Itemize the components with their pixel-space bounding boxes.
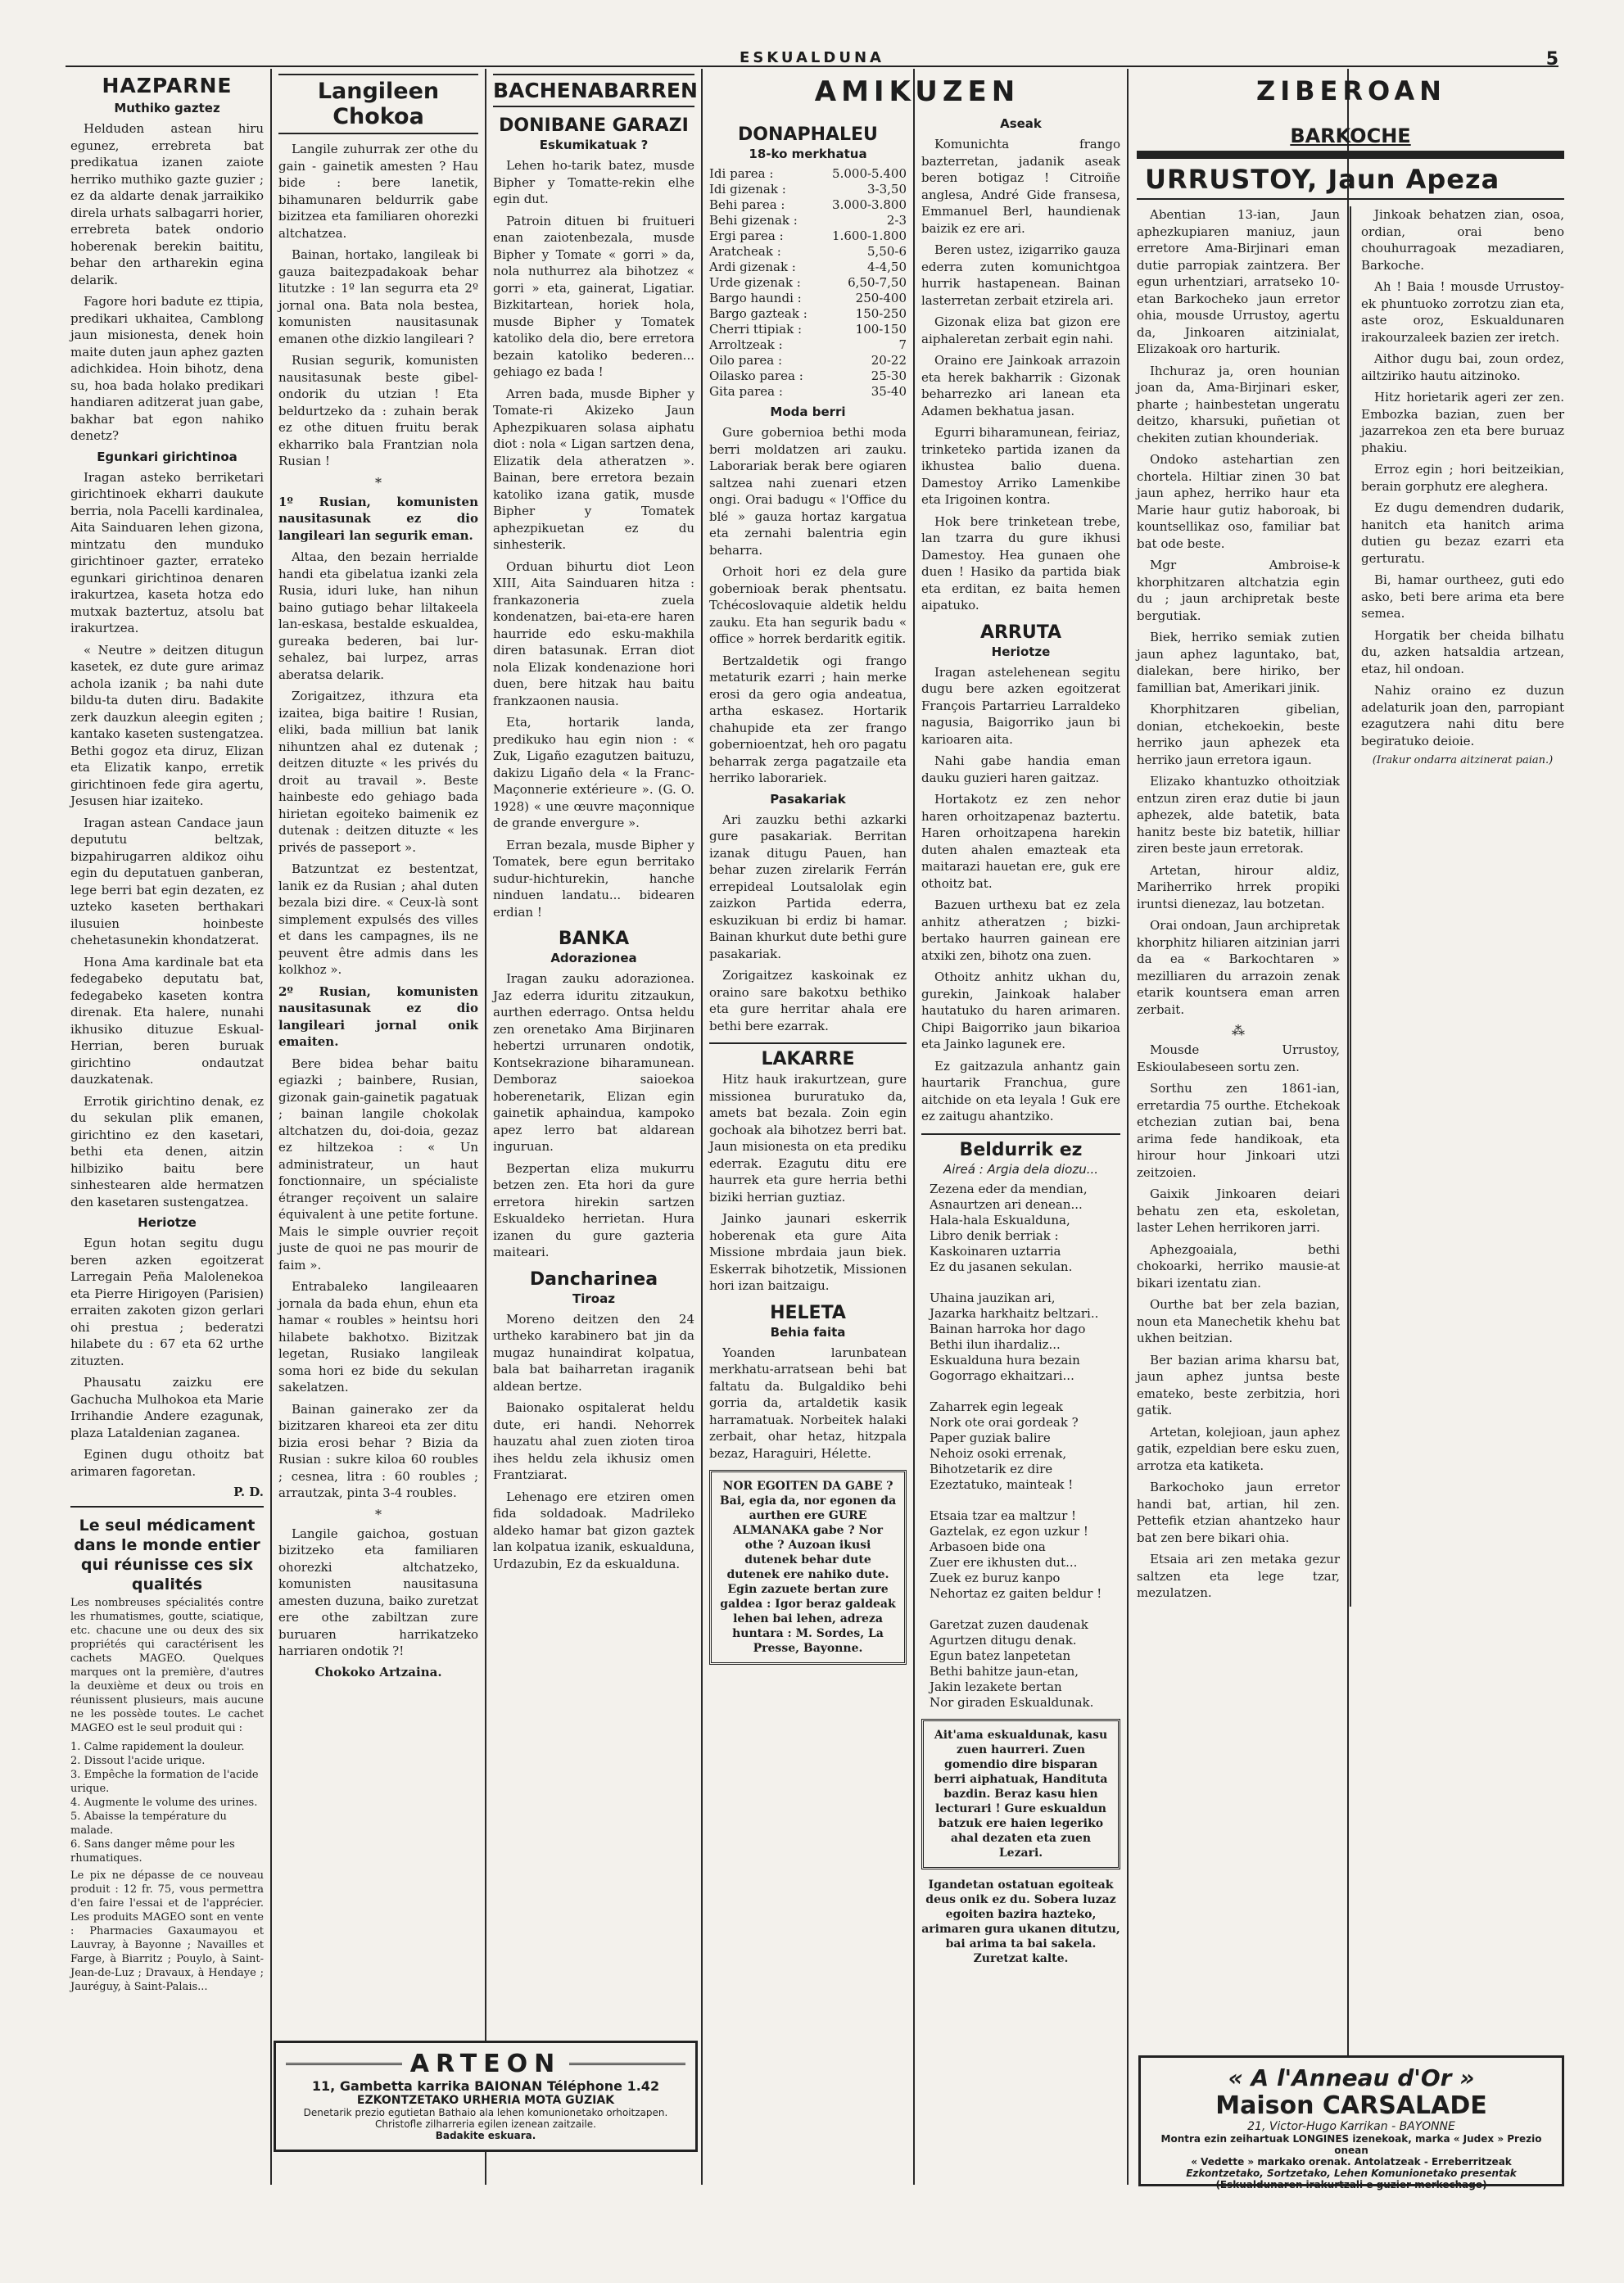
price-row xyxy=(709,213,907,228)
paragraph: Iragan asteko berriketari girichtinoek ekharri daukute berria, nola Pacelli kardinalea, Aita Sainduaren lehen gizona, mintzatu den munduko girichtinoer gazter, errateko egunkari girichtinoa denaren irakurtzea, kaseta hotza edo mutxak baztertuz, atsolu bat irakurtzea. xyxy=(70,469,264,635)
poem-line: Uhaina jauzikan ari, xyxy=(930,1290,1056,1305)
poem-line xyxy=(921,1275,1120,1291)
paragraph: Lehen ho-tarik batez, musde Bipher y Tomatte-rekin elhe egin dut. xyxy=(493,158,694,206)
paragraph: Moreno deitzen den 24 urtheko karabinero bat jin da mugaz hunaindirat kolpatua, bala bat baiharretan iraganik aldean bertze. xyxy=(493,1311,694,1394)
paragraph: Batzuntzat ez bestentzat, lanik ez da Rusian ; ahal duten bezala bizi dire. « Ceux-là sont simplement expulsés des villes et dans les campagnes, ils ne peuvent être admis dans les kolkhoz ». xyxy=(278,861,478,977)
paragraph: Egun hotan segitu dugu beren azken egoitzerat Larregain Peña Malolenekoa eta Pierre Hirigoyen (Parisien) erraiten zakoten gizon gerlari ohi prestua ; bederatzi hilabete du : 67 eta 62 urthe zituzten. xyxy=(70,1236,264,1368)
poem-line xyxy=(921,1602,1120,1617)
poem-line: Agurtzen ditugu denak. xyxy=(930,1632,1077,1648)
price-row xyxy=(709,182,907,197)
paragraph: Komunichta frango bazterretan, jadanik aseak beren botigaz ! Citroiñe anglesa, André Gide fransesa, Emmanuel Berl, haundienak baizik ez ere ari. xyxy=(921,137,1120,236)
paragraph: Aithor dugu bai, zoun ordez, ailtziriko hautu aitzinoko. xyxy=(1361,351,1564,383)
column-donaphaleu xyxy=(704,116,912,2177)
price-label: Idi parea : xyxy=(709,166,774,181)
paragraph: Orduan bihurtu diot Leon XIII, Aita Sainduaren hitza : frankazoneria zuela kondenatzen, bai-eta-ere haren haurride edo esku-makhila diren batasunak. Erran diot nola Elizak kondenazione hori duen, bere hitzak hau baitu frankzaonen nausia. xyxy=(493,558,694,708)
ad-line: « Vedette » markako orenak. Antolatzeak - Erreberritzeak xyxy=(1191,2156,1512,2168)
column-rule xyxy=(701,69,703,2185)
article-title: HELETA xyxy=(770,1302,846,1323)
paragraph: Ondoko astehartian zen chortela. Hiltiar zinen 30 bat jaun aphez, herriko haur eta Marie haur gutiz haboroak, bi kountsellikaz oso, familiar bat bat ode beste. xyxy=(1137,452,1340,551)
poem-line: Zaharrek egin legeak xyxy=(930,1399,1063,1414)
article-subtitle: Muthiko gaztez xyxy=(114,101,220,115)
article-subtitle: Aseak xyxy=(1000,116,1042,131)
paragraph: Jinkoak behatzen zian, osoa, ordian, orai beno chouhurragoak mezadiaren, Barkoche. xyxy=(1361,207,1564,273)
price-value: 5,50-6 xyxy=(866,244,907,259)
article-title: BANKA xyxy=(558,929,630,949)
poem-line: Libro denik berriak : xyxy=(930,1227,1059,1243)
paragraph: Bere bidea behar baitu egiazki ; bainbere, Rusian, gizonak gain-gainetik pagatuak ; bainan langile chokolak altchatzen du, doi-doia, gezaz ez hiltzekoa : « Un administrateur, un haut fonctionnaire, un spécialiste étranger reçoivent un salaire équivalent à une petite fortune. Mais le simple ouvrier reçoit juste de quoi ne pas mourir de faim ». xyxy=(278,1056,478,1273)
market-price-table xyxy=(709,166,907,400)
separator-stars: * xyxy=(375,1506,382,1522)
ad-title: « A l'Anneau d'Or » xyxy=(1228,2064,1475,2091)
price-value: 1.600-1.800 xyxy=(832,228,907,243)
paragraph: Hona Ama kardinale bat eta fedegabeko deputatu bat, fedegabeko kaseten kontra direnak. Eta halere, nunahi ikhusiko dituzue Eskual-Herrian, beren buruak girichtino ondautzat dauzkatenak. xyxy=(70,954,264,1087)
paragraph: Sorthu zen 1861-ian, erretardia 75 ourthe. Etchekoak etchezian zutian bai, bena arima fede handikoak, eta hirour hour Jinkoari utzi zeitzoien. xyxy=(1137,1081,1340,1180)
paragraph: Arren bada, musde Bipher y Tomate-ri Akizeko Jaun Aphezpikuaren solasa aiphatu diot : nola « Ligan sartzen dena, Elizatik dela atheratzen ». Bainan, bere erretora bezain katoliko izana gatik, musde Bipher y Tomatek aphezpikuetan ez du sinhesterik. xyxy=(493,386,694,552)
ad-line: (Eskualdunaren irakurtzali e guzier merkechago) xyxy=(1215,2179,1487,2190)
poem-line: Bainan harroka hor dago xyxy=(930,1321,1086,1336)
price-row xyxy=(709,368,907,384)
poem-line: Ezeztatuko, mainteak ! xyxy=(930,1476,1074,1492)
price-row xyxy=(709,260,907,275)
poem-line: Arbasoen bide ona xyxy=(930,1539,1046,1554)
paragraph: Ihchuraz ja, oren hounian joan da, Ama-Birjinari esker, pharte ; hainbestetan ungeratu deitzo, kharsuki, puñetian ot chekiten zutian khounderiak. xyxy=(1137,363,1340,445)
section-heading: 2º Rusian, komunisten nausitasunak ez dio langileari jornal onik emaiten. xyxy=(278,983,478,1049)
headline: URRUSTOY, Jaun Apeza xyxy=(1145,164,1500,195)
paragraph: Ah ! Baia ! mousde Urrustoy-ek phuntuoko zorrotzu zian eta, aste oroz, Eskualdunaren irakourzaleek bazien zer iretch. xyxy=(1361,279,1564,345)
ad-carsalade xyxy=(1138,2055,1564,2190)
ad-address: 21, Victor-Hugo Karrikan - BAYONNE xyxy=(1247,2120,1455,2133)
poem-line xyxy=(921,1493,1120,1508)
ad-address: 11, Gambetta karrika BAIONAN Téléphone 1.42 xyxy=(311,2078,660,2094)
ad-footer: Le pix ne dépasse de ce nouveau produit : 12 fr. 75, vous permettra d'en faire l'essai et de l'apprécier. Les produits MAGEO sont en vente : Pharmacies Gaxaumayou et Lauvray, à Bayonne ; Navailles et Farge, à Biarritz ; Pouylo, à Saint-Jean-de-Luz ; Dravaux, à Hendaye ; Jauréguy, à Saint-Palais... xyxy=(70,1869,264,1993)
poem-line: Asnaurtzen ari denean... xyxy=(930,1196,1083,1212)
paragraph: Mgr Ambroise-k khorphitzaren altchatzia egin du ; jaun archipretak beste bergutiak. xyxy=(1137,558,1340,623)
price-value: 100-150 xyxy=(855,322,907,337)
article-subtitle: 18-ko merkhatua xyxy=(749,147,867,161)
paragraph: Gure gobernioa bethi moda berri moldatzen ari zauku. Laborariak berak bere ogiaren saltzea nahi zuenari etzen ongi. Orai badugu « l'Office du blé » gauza hortaz kargatua eta zernahi balentria egin beharra. xyxy=(709,425,907,558)
price-value: 7 xyxy=(898,337,907,352)
poem-line: Bethi bahitze jaun-etan, xyxy=(930,1663,1079,1679)
paragraph: Lehenago ere etziren omen fida soldadoak. Madrileko aldeko hamar bat gizon gaztek lan kolpatua izanik, eskualduna, Urdazubin, Ez da eskualduna. xyxy=(493,1489,694,1571)
poem-line: Gaztelak, ez egon uzkur ! xyxy=(930,1523,1088,1539)
page-number: 5 xyxy=(1545,49,1558,70)
poem-line: Jakin lezakete bertan xyxy=(930,1679,1062,1694)
paragraph: Mousde Urrustoy, Eskioulabeseen sortu zen. xyxy=(1137,1042,1340,1074)
paragraph: Langile zuhurrak zer othe du gain - gainetik amesten ? Hau bide : bere lanetik, bihamunaren beldurrik gabe bizitzea eta familiaren ohorezki altchatzea. xyxy=(278,142,478,241)
poem-line: Garetzat zuzen daudenak xyxy=(930,1616,1088,1632)
price-label: Aratcheak : xyxy=(709,244,781,259)
paragraph: Egurri biharamunean, feiriaz, trinketeko partida izanen da ikhustea balio duena. Damestoy Arriko Lamenkibe eta Irigoinen kontra. xyxy=(921,425,1120,507)
ad-line: Denetarik prezio egutietan Bathaio ala lehen komunionetako orhoitzapen. xyxy=(303,2107,668,2118)
paragraph: « Neutre » deitzen ditugun kasetek, ez dute gure arimaz achola izanik ; ba nahi dute bildu-ta duten diru. Badakite zerk dauzkun aleegin egiten ; kantako kaseten sustengatzea. Bethi gogoz eta diruz, Elizan eta Elizatik kanpo, erretik girichtinoen fede gira agertu, Jesusen hiar izaiteko. xyxy=(70,642,264,808)
article-subtitle: Heriotze xyxy=(991,644,1051,659)
article-title: Dancharinea xyxy=(529,1268,658,1290)
paragraph: Erran bezala, musde Bipher y Tomatek, bere egun berritako sudur-hichturekin, hanche ninduen landatu... bidearen erdian ! xyxy=(493,837,694,920)
paragraph: Zorigaitzez kaskoinak ez oraino sare bakotxu bethiko eta gure herritar ahala ere bethi bere ezarrak. xyxy=(709,968,907,1033)
price-row xyxy=(709,322,907,337)
section-heading: 1º Rusian, komunisten nausitasunak ez dio langileari lan segurik eman. xyxy=(278,494,478,543)
poem-line: Hala-hala Eskualduna, xyxy=(930,1212,1070,1227)
paragraph: Barkochoko jaun erretor handi bat, artian, hil zen. Pettefik etzian ahantzeko haur bat zen bere bikari ohia. xyxy=(1137,1480,1340,1545)
paragraph: Iragan astelehenean segitu dugu bere azken egoitzerat François Partarrieu Larraldeko nagusia, Baigorriko jaun bi karioaren aita. xyxy=(921,664,1120,747)
article-title: ARRUTA xyxy=(979,622,1062,643)
price-value: 20-22 xyxy=(871,353,907,368)
article-subtitle: Adorazionea xyxy=(550,951,637,965)
column-rule xyxy=(270,69,272,2185)
price-row xyxy=(709,337,907,353)
divider xyxy=(70,1506,264,1508)
paragraph: Ez dugu demendren dudarik, hanitch eta hanitch arima dutien gu bezaz ezarri eta gerturatu. xyxy=(1361,500,1564,566)
paragraph: Hitz horietarik ageri zer zen. Embozka bazian, zuen ber jazarrekoa zen eta bere buruaz phakiu. xyxy=(1361,390,1564,455)
price-row xyxy=(709,384,907,400)
paragraph: Bazuen urthexu bat ez zela anhitz atheratzen ; bizki-bertako haurren gainean ere atxiki zen, bihotz ona zuen. xyxy=(921,897,1120,963)
paragraph: Othoitz anhitz ukhan du, gurekin, Jainkoak halaber hautatuko du haren arimaren. Chipi Baigorriko jaun bikarioa eta Jainko lagunek ere. xyxy=(921,970,1120,1051)
price-row xyxy=(709,306,907,322)
column-rule xyxy=(485,69,486,2185)
paragraph: Ber bazian arima kharsu bat, jaun aphez juntsa beste emateko, beste zerbitzia, hori gatik. xyxy=(1137,1352,1340,1417)
article-subtitle: Moda berri xyxy=(770,405,846,419)
ad-list-item: 2. Dissout l'acide urique. xyxy=(70,1755,206,1767)
article-title: DONAPHALEU xyxy=(738,124,878,145)
paragraph: Hitz hauk irakurtzean, gure missionea bururatuko da, amets bat bezala. Zoin egin gochoak ala bihotzez berri bat. Jaun misionesta on eta prediku ederrak. Ezagutu ditu ere haurrek eta gure herria bethi biziki herrian guztiaz. xyxy=(709,1072,907,1205)
paragraph: Jainko jaunari eskerrik hoberenak eta gure Aita Missione mbrdaia jaun biek. Eskerrak bihotzetik, Missionen hori izan baitzaigu. xyxy=(709,1211,907,1293)
poem-line: Gogorrago ekhaitzari... xyxy=(930,1368,1074,1383)
price-value: 2-3 xyxy=(886,213,907,228)
price-value: 4-4,50 xyxy=(866,260,907,274)
ad-list-item: 1. Calme rapidement la douleur. xyxy=(70,1741,245,1753)
paragraph: Hortakotz ez zen nehor haren orhoitzapenaz baztertu. Haren orhoitzapena harekin duten ahalen emazteak eta maitarazi hauetan ere, guk ere othoitz bat. xyxy=(921,792,1120,891)
paragraph: Orai ondoan, Jaun archipretak khorphitz hiliaren aitzinian jarri da ea « Barkochtaren » mezilliaren du arrazoin zenak etarik kountsera eman arren zerbait. xyxy=(1137,918,1340,1017)
ad-line: Montra ezin zeihartuak LONGINES izenekoak, marka « Judex » Prezio onean xyxy=(1160,2133,1542,2156)
poem-line: Jazarka harkhaitz beltzari.. xyxy=(930,1305,1099,1321)
article-title: HAZPARNE xyxy=(102,74,233,97)
column-langileen xyxy=(274,70,483,2013)
price-value: 150-250 xyxy=(855,306,907,321)
paragraph: Beren ustez, izigarriko gauza ederra zuten komunichtgoa hurrik hastapenean. Bainan lasterretan zerbait etzirela ari. xyxy=(921,242,1120,308)
article-subtitle: Eskumikatuak ? xyxy=(539,138,649,152)
paragraph: Oraino ere Jainkoak arrazoin eta herek bakharrik : Gizonak beharrezko ari lanean eta Adamen bekhatua jasan. xyxy=(921,353,1120,418)
paragraph: Artetan, hirour aldiz, Mariherriko hrrek propiki iruntsi dienezaz, lau botzetan. xyxy=(1137,862,1340,911)
article-subtitle: Behia faita xyxy=(770,1324,846,1340)
article-title: Beldurrik ez xyxy=(921,1133,1120,1160)
paragraph: Bi, hamar ourtheez, guti edo asko, beti bere arima eta bere semea. xyxy=(1361,572,1564,621)
poem-line: Ez du jasanen sekulan. xyxy=(930,1259,1073,1274)
paragraph: Errotik girichtino denak, ez du sekulan plik emanen, girichtino ez den kasetari, bethi eta denen, aitzin hilbiziko baitu bere sinhestearen alde hermatzen den kasetaren sustengatzea. xyxy=(70,1093,264,1209)
almanac-notice: NOR EGOITEN DA GABE ? Bai, egia da, nor egonen da aurthen ere GURE ALMANAKA gabe ? Nor othe ? Auzoan ikusi dutenek behar dute dutenek ere nahiko dute. Egin zazuete bertan zure galdea : Igor beraz galdeak lehen bai lehen, adreza huntara : M. Sordes, La Presse, Bayonne. xyxy=(709,1470,907,1665)
section-masthead-ziberoan: ZIBEROAN xyxy=(1256,75,1446,106)
poem-line: Bihotzetarik ez dire xyxy=(930,1461,1053,1476)
paragraph: Khorphitzaren gibelian, donian, etchekoekin, beste herriko jaun aphezek eta herriko jaun erretora igaun. xyxy=(1137,702,1340,767)
paragraph: Aphezgoaiala, bethi chokoarki, herriko mausie-at bikari izentatu zian. xyxy=(1137,1241,1340,1291)
price-row xyxy=(709,291,907,306)
price-row xyxy=(709,228,907,244)
paragraph: Orhoit hori ez dela gure gobernioak berak phentsatu. Tchécoslovaquie aldetik heldu zauku. Eta han segurik badu « office » horrek berdaritk egitik. xyxy=(709,564,907,646)
paragraph: Artetan, kolejioan, jaun aphez gatik, ezpeldian bere esku zuen, arrotza eta katiketa. xyxy=(1137,1424,1340,1473)
poem-line: Etsaia tzar ea maltzur ! xyxy=(930,1508,1077,1523)
section-masthead-amikuzen: AMIKUZEN xyxy=(814,75,1020,108)
price-label: Oilo parea : xyxy=(709,353,783,368)
article-title: LAKARRE xyxy=(709,1042,907,1069)
paragraph: Nahiz oraino ez duzun adelaturik joan den, parropiant ezagutzera nahi ditu bere begiratuko deioie. xyxy=(1361,683,1564,748)
paragraph: Phausatu zaizku ere Gachucha Mulhokoa eta Marie Irrihandie Andere ezagunak, plaza Lataldenian zaganea. xyxy=(70,1375,264,1440)
paragraph: Elizako khantuzko othoitziak entzun ziren eraz dutie bi jaun aphezek, alde batetik, bata hanitz beste biz batetik, hilliar ziren beste jaun erretorak. xyxy=(1137,774,1340,856)
separator-stars: ⁂ xyxy=(1232,1023,1245,1038)
article-subtitle: Egunkari girichtinoa xyxy=(97,449,237,464)
poem-line: Zuek ez buruz kanpo xyxy=(930,1570,1061,1585)
paragraph: Iragan zauku adorazionea. Jaz ederra iduritu zitzaukun, aurthen ederrago. Ontsa heldu zen orenetako Ama Birjinaren hebertzi urrunaren ondotik, Kontsekrazione biharamunean. Demboraz saioekoa hoberenetarik, Elizan egin gainetik aphaindua, kampoko apez lerro bat aldarean inguruan. xyxy=(493,971,694,1154)
paragraph: Fagore hori badute ez ttipia, predikari ukhaitea, Camblong jaun misionesta, denek hoin maite duten jaun aphez gazten adichkidea. Hoin bihotz, dena su, hoa bada holako predikari handiaren aditzerat juan gabe, bakhar bat egon nahiko denetz? xyxy=(70,294,264,443)
price-label: Arroltzeak : xyxy=(709,337,783,352)
article-title: DONIBANE GARAZI xyxy=(499,115,689,136)
paragraph: Altaa, den bezain herrialde handi eta gibelatua izanki zela Rusia, iduri luke, han nihun baino gutiago behar liltakeela lan-eskasa, bestalde eskualdea, gureaka bederen, bai lur-sehalez, bai lurpez, arras aberatsa delarik. xyxy=(278,549,478,682)
price-label: Ardi gizenak : xyxy=(709,260,796,274)
column-ziberoan xyxy=(1132,116,1569,2037)
paragraph: Bezpertan eliza mukurru betzen zen. Eta hori da gure erretora hirekin sartzen Eskualdeko herrietan. Hura izanen du gure gazteria maiteari. xyxy=(493,1160,694,1259)
price-label: Behi gizenak : xyxy=(709,213,798,228)
poem-line: Nehoiz osoki errenak, xyxy=(930,1445,1067,1461)
article-subtitle: Tiroaz xyxy=(572,1291,615,1306)
paragraph: Patroin dituen bi fruitueri enan zaiotenbezala, musde Bipher y Tomate « gorri » da, nola nuthurrez ala bihotzez « gorri » eta, gainerat, Ligatiar. Bizkitartean, horiek hola, musde Bipher y Tomatek katoliko dela dio, bere erretora bezain katoliko bederen... gehiago ez bada ! xyxy=(493,213,694,379)
ad-line: Badakite eskuara. xyxy=(435,2130,536,2141)
column-amikuzen-2 xyxy=(916,116,1125,2177)
paragraph: Ari zauzku bethi azkarki gure pasakariak. Berritan izanak ditugu Pauen, han behar zuzen zirelarik Ferrán errepideal Loutsalolak egin zaizkon Partida ederra, eskuzikuan bi erdiz bi hamar. Bainan khurkut dute bethi gure pasakariak. xyxy=(709,811,907,961)
paragraph: Eginen dugu othoitz bat arimaren fagoretan. xyxy=(70,1447,264,1479)
price-value: 25-30 xyxy=(871,368,907,383)
price-value: 3.000-3.800 xyxy=(832,197,907,212)
poem-tune: Aireá : Argia dela diozu... xyxy=(943,1161,1099,1177)
paragraph: Baionako ospitalerat heldu dute, eri handi. Nehorrek hauzatu ahal zuen zioten tiroa ihes heldu zela ikhusiz omen Frantziarat. xyxy=(493,1400,694,1482)
paragraph: Zorigaitzez, ithzura eta izaitea, biga baitire ! Rusian, eliki, bada milliun bat lanik nihuntzen ahal ez dutenak ; deitzen dituzte « les privés du droit au travail ». Beste hainbeste edo gehiago bada hirietan egoiteko baimenik ez dutenak : deitzen dituzte « les privés de passeport ». xyxy=(278,689,478,855)
paragraph: Gizonak eliza bat gizon ere aiphaleretan zerbait egin nahi. xyxy=(921,314,1120,346)
ad-list-item: 3. Empêche la formation de l'acide urique. xyxy=(70,1769,259,1795)
poem-line: Paper guziak balire xyxy=(930,1430,1051,1445)
price-label: Idi gizenak : xyxy=(709,182,786,197)
paragraph: Entrabaleko langileaaren jornala da bada ehun, ehun eta hamar « roubles » heintsu hori hilabete bakhotxo. Bizitzak legetan, Rusiako langileak soma hori ez bide du sekulan sakelatzen. xyxy=(278,1279,478,1395)
paragraph: Gaixik Jinkoaren deiari behatu zen eta, eskoletan, laster Lehen herrikoren jarri. xyxy=(1137,1187,1340,1235)
ad-line: Ezkontzetako, Sortzetako, Lehen Komunionetako presentak xyxy=(1186,2168,1517,2179)
poem-line: Zezena eder da mendian, xyxy=(930,1181,1088,1196)
paragraph: Erroz egin ; hori beitzeikian, berain gorphutz ere aleghera. xyxy=(1361,462,1564,494)
paragraph: Yoanden larunbatean merkhatu-arratsean behi bat faltatu da. Bulgaldiko behi gorria da, artaldetik kasik harramatuak. Norbeitek halaki zerbait, ohar hetaz, hitzpala bezaz, Haraguiri, Hélette. xyxy=(709,1345,907,1461)
column-rule xyxy=(913,69,915,2185)
paragraph: Ourthe bat ber zela bazian, noun eta Manechetik khehu bat ukhen beitzian. xyxy=(1137,1297,1340,1345)
column-rule xyxy=(1127,69,1129,2185)
column-bachenabarren xyxy=(488,70,699,2013)
price-row xyxy=(709,353,907,368)
column-hazparne xyxy=(66,70,269,2177)
divider xyxy=(1137,198,1564,200)
poem-line: Egun batez lanpetetan xyxy=(930,1648,1071,1663)
price-value: 250-400 xyxy=(855,291,907,305)
signature: Chokoko Artzaina. xyxy=(314,1664,442,1679)
newspaper-brand: ESKUALDUNA xyxy=(740,49,884,66)
paragraph: Biek, herriko semiak zutien jaun aphez laguntako, bat, dialekan, bere hiriko, ber famillian bat, Amerikari jinik. xyxy=(1137,630,1340,695)
poem-line: Nork ote orai gordeak ? xyxy=(930,1414,1079,1430)
poem-line: Zuer ere ikhusten dut... xyxy=(930,1554,1078,1570)
price-row xyxy=(709,166,907,182)
ad-list-item: 5. Abaisse la température du malade. xyxy=(70,1811,227,1837)
notice-box: Ait'ama eskualdunak, kasu zuen haurreri. Zuen gomendio dire bisparan berri aiphatuak, Handituta bazdin. Beraz kasu hien lecturari ! Gure eskualdun batzuk ere haien legeriko ahal dezaten eta zuen Lezari. xyxy=(921,1719,1120,1869)
paragraph: Nahi gabe handia eman dauku guzieri haren gaitzaz. xyxy=(921,753,1120,785)
paragraph: Iragan astean Candace jaun depututu beltzak, bizpahirugarren aldikoz oihu egin du deputatuen ganberan, lege berri bat egin dezaten, ez uzteko kaseten berthakari ilusuien hoinbeste chehetasunekin khondatzerat. xyxy=(70,815,264,947)
price-label: Cherri ttipiak : xyxy=(709,322,803,337)
ad-arteon xyxy=(274,2041,698,2152)
paragraph: Hok bere trinketean trebe, lan tzarra du gure ikhusi Damestoy. Hea gunaen ohe duen ! Hasiko da partida biak eta erditan, ez baita hemen aipatuko. xyxy=(921,513,1120,613)
ad-line: Christofle zilharreria egilen izenean zaitzaile. xyxy=(375,2118,596,2130)
running-header xyxy=(66,49,1558,70)
continued-note: (Irakur ondarra aitzinerat paian.) xyxy=(1372,754,1554,766)
top-rule xyxy=(66,66,1558,67)
ad-list-item: 6. Sans danger même pour les rhumatiques. xyxy=(70,1838,235,1865)
poem-line: Kaskoinaren uztarria xyxy=(930,1243,1061,1259)
price-value: 6,50-7,50 xyxy=(848,275,907,290)
thick-rule xyxy=(1137,151,1564,159)
price-label: Gita parea : xyxy=(709,384,783,399)
price-value: 3-3,50 xyxy=(866,182,907,197)
separator-stars: * xyxy=(375,474,382,491)
paragraph: Etsaia ari zen metaka gezur saltzen eta lege tzar, mezulatzen. xyxy=(1137,1552,1340,1600)
paragraph: Langile gaichoa, gostuan bizitzeko eta familiaren ohorezki altchatzeko, komunisten nausitasuna amesten duzuna, baiko zuretzat ere othe zabiltzan zure buruaren harrikatzeko harriaren ondotik ?! xyxy=(278,1526,478,1658)
ad-line: EZKONTZETAKO URHERIA MOTA GUZIAK xyxy=(356,2094,615,2107)
article-subtitle: Heriotze xyxy=(138,1215,197,1230)
ad-list-item: 4. Augmente le volume des urines. xyxy=(70,1797,258,1809)
notice: Igandetan ostatuan egoiteak deus onik ez du. Sobera luzaz egoiten bazira hazteko, arimaren gura ukanen ditutzu, bai arima ta bai sakela. Zuretzat kalte. xyxy=(921,1878,1120,1965)
article-subtitle: Pasakariak xyxy=(770,791,846,807)
price-label: Bargo gazteak : xyxy=(709,306,807,321)
paragraph: Bainan, hortako, langileak bi gauza baitezpadakoak behar litutzke : 1º lan segurra eta 2º jornal ona. Bata nola bestea, komunisten nausitasunak emanen othe dizkio langileari ? xyxy=(278,247,478,346)
price-label: Urde gizenak : xyxy=(709,275,801,290)
signature: P. D. xyxy=(233,1485,264,1499)
price-label: Bargo haundi : xyxy=(709,291,802,305)
price-label: Oilasko parea : xyxy=(709,368,803,383)
paragraph: Eta, hortarik landa, predikuko hau egin nion : « Zuk, Ligaño ezagutzen baituzu, dakizu Ligaño dela « la Franc-Maçonnerie extérieure ». (G. O. 1928) « une œuvre maçonnique de grande envergure ». xyxy=(493,715,694,830)
paragraph: Abentian 13-ian, Jaun aphezkupiaren maniuz, jaun erretore Ama-Birjinari eman dutie parropiak zaintzera. Ber egun urhentziari, arratseko 10-etan Barkocheko jaun erretor ohia, mousde Urrustoy, agertu da, Jinkoaren aitzinialat, Elizakoak oro harturik. xyxy=(1137,207,1340,356)
ad-body: Les nombreuses spécialités contre les rhumatismes, goutte, sciatique, etc. chacune une ou deux des six propriétés qui caractérisent les cachets MAGEO. Quelques marques ont la première, d'autres la deuxième et deux ou trois en réunissent plusieurs, mais aucune ne les possède toutes. Le cachet MAGEO est le seul produit qui : xyxy=(70,1597,264,1734)
price-row xyxy=(709,275,907,291)
article-title: Langileen Chokoa xyxy=(278,74,478,134)
price-label: Ergi parea : xyxy=(709,228,784,243)
ad-brand: Maison CARSALADE xyxy=(1215,2091,1487,2120)
poem-line xyxy=(921,1384,1120,1399)
poem-line: Nehortaz ez gaiten beldur ! xyxy=(930,1585,1102,1601)
paragraph: Ez gaitzazula anhantz gain haurtarik Franchua, gure aitchide on eta leyala ! Guk ere ez zaitugu ahantziko. xyxy=(921,1058,1120,1123)
price-row xyxy=(709,244,907,260)
paragraph: Bertzaldetik ogi frango metaturik ezarri ; hain merke erosi da gero ogia andeatua, artha eskasez. Hortarik chahupide eta zer frango gobernioentzat, heh oro pagatu beharrak zerga pagatzaile eta herriko laborariek. xyxy=(709,653,907,785)
paragraph: Helduden astean hiru egunez, errebreta bat predikatua izanen zaiote herriko muthiko gazte guzier ; ez da aldarte denak jarraikiko direla urhats salbagarri horier, errebreta batek ondorio hoberenak berekin baititu, behar den artharekin egina delarik. xyxy=(70,121,264,287)
paragraph: Bainan gainerako zer da bizitzaren khareoi eta zer ditu bizia erosi behar ? Bizia da Rusian : sukre kiloa 60 roubles ; cesnea, litra : 60 roubles ; arrautzak, pinta 3-4 roubles. xyxy=(278,1401,478,1500)
poem xyxy=(921,1182,1120,1711)
price-value: 5.000-5.400 xyxy=(832,166,907,181)
paragraph: Horgatik ber cheida bilhatu du, azken hatsaldia artzean, etaz, hil ondoan. xyxy=(1361,627,1564,676)
poem-line: Bethi ilun ihardaliz... xyxy=(930,1336,1061,1352)
poem-line: Eskualduna hura bezain xyxy=(930,1352,1080,1368)
poem-line: Nor giraden Eskualdunak. xyxy=(930,1694,1094,1710)
price-label: Behi parea : xyxy=(709,197,785,212)
price-row xyxy=(709,197,907,213)
article-title: BARKOCHE xyxy=(1290,124,1411,147)
ad-title-mageo: Le seul médicament dans le monde entier qui réunisse ces six qualités xyxy=(74,1517,260,1594)
ad-title: ARTEON xyxy=(409,2050,562,2078)
article-title: BACHENABARREN xyxy=(493,74,694,107)
paragraph: Rusian segurik, komunisten nausitasunak beste gibel-ondorik du utzian ! Eta beldurtzeko da : zuhain berak ez othe dituen fruitu berak ekharriko bala Frantzian nola Rusian ! xyxy=(278,353,478,468)
price-value: 35-40 xyxy=(871,384,907,399)
